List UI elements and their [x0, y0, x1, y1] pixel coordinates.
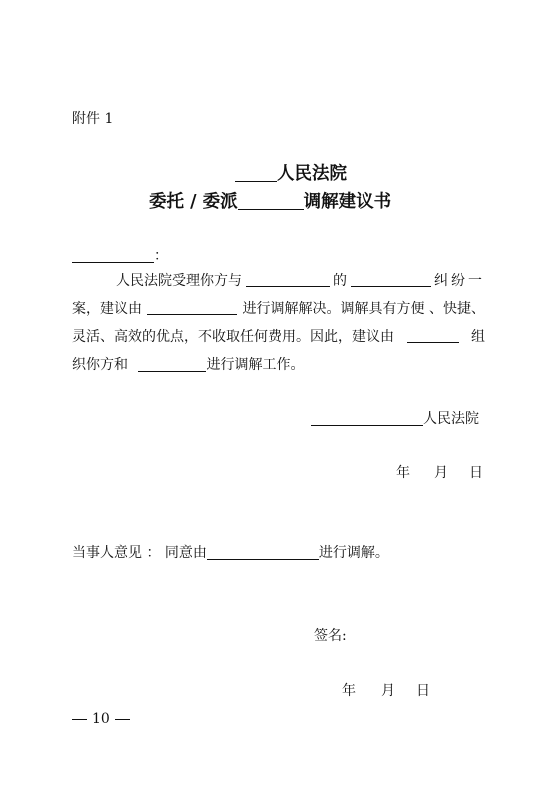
party-opinion-label: 当事人意见 ： 同意由 — [72, 545, 207, 561]
title-line-2 — [149, 188, 391, 213]
page-number-text: 10 — [92, 711, 110, 727]
salutation — [72, 245, 168, 265]
date-year-2: 年 — [342, 683, 356, 699]
page-dash-right — [115, 719, 130, 720]
other-party-blank — [138, 355, 206, 372]
title-court-suffix: 人民法院 — [277, 164, 347, 184]
body-text-3: 灵活、高效的优点，不收取任何费用。因此，建议由 — [72, 329, 394, 345]
party-opinion — [72, 542, 389, 562]
page-dash-left — [72, 719, 87, 720]
title-suffix: 调解建议书 — [303, 192, 392, 212]
body-text-2b: 进行调解解决。调解具有方便 、快捷、 — [242, 301, 485, 317]
title-prefix: 委托 / 委派 — [149, 192, 238, 212]
attachment-label: 附件 1 — [72, 111, 114, 127]
date-month-2: 月 — [381, 683, 395, 699]
body-line-4 — [72, 354, 304, 374]
party-opinion-suffix: 进行调解。 — [318, 545, 389, 561]
party-name-blank — [72, 246, 154, 263]
court-signature-blank — [311, 409, 423, 426]
organizer-blank — [407, 326, 459, 343]
body-text-4b: 进行调解工作。 — [206, 357, 305, 373]
body-line-1 — [72, 270, 485, 290]
page-number — [72, 711, 130, 727]
opposing-party-blank — [246, 270, 330, 287]
signature-label: 签名: — [314, 628, 347, 644]
salutation-colon: ： — [154, 248, 168, 264]
mediator-blank — [238, 191, 304, 210]
court-signature-line — [311, 408, 479, 428]
agreed-mediator-blank — [207, 543, 319, 560]
body-text-2a: 案，建议由 — [72, 301, 142, 317]
title-line-1 — [235, 160, 347, 185]
date-month-1: 月 — [434, 465, 448, 481]
body-text-3-end: 组 — [471, 329, 485, 345]
court-suffix: 人民法院 — [423, 411, 479, 427]
body-line-2 — [72, 298, 485, 318]
date-year-1: 年 — [396, 465, 410, 481]
body-text-4a: 织你方和 — [72, 357, 128, 373]
body-text-1b: 的 — [333, 273, 347, 289]
body-text-1c: 纠纷一 — [434, 273, 485, 289]
date-day-2: 日 — [416, 683, 430, 699]
dispute-type-blank — [351, 270, 431, 287]
court-name-blank — [235, 163, 277, 182]
mediator-org-blank — [147, 298, 237, 315]
body-line-3 — [72, 326, 485, 346]
body-text-1a: 人民法院受理你方与 — [116, 273, 242, 289]
date-day-1: 日 — [469, 465, 483, 481]
